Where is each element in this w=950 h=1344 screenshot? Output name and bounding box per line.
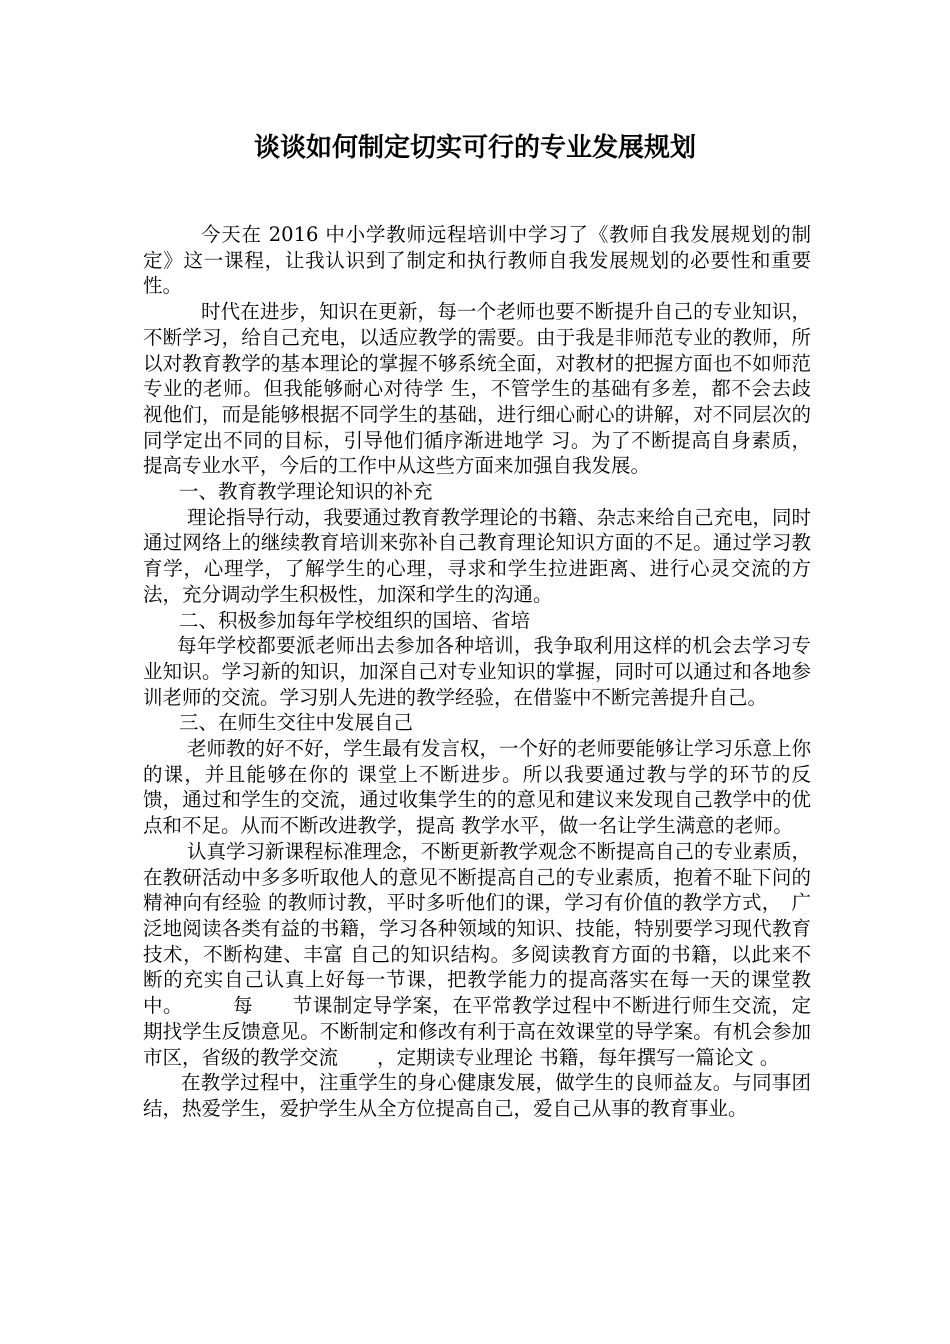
- document-title: 谈谈如何制定切实可行的专业发展规划: [253, 133, 696, 163]
- paragraph-conclusion: 在教学过程中，注重学生的身心健康发展，做学生的良师益友。与同事团结，热爱学生，爱护学生从全方位提高自己，爱自己从事的教育事业。: [143, 1071, 811, 1120]
- paragraph-intro: 今天在 2016 中小学教师远程培训中学习了《教师自我发展规划的制定》这一课程，让我认识到了制定和执行教师自我发展规划的必要性和重要性。: [143, 223, 811, 298]
- paragraph-curriculum: 认真学习新课程标准理念，不断更新教学观念不断提高自己的专业素质，在教研活动中多多听取他人的意见不断提高自己的专业素质，抱着不耻下问的精神向有经验 的教师讨教，平时多听他们的课，学习有价值的教学方式， 广泛地阅读各类有益的书籍，学习各种领域的知识、技能，特别要学习现代教育技术，不断构建、丰富 自己的知识结构。多阅读教育方面的书籍，以此来不断的充实自己认真上好每一节课，把教学能力的提高落实在每一天的课堂教中。 每 节课制定导学案，在平常教学过程中不断进行师生交流，定期找学生反馈意见。不断制定和修改有利于高在效课堂的导学案。有机会参加市区，省级的教学交流 ，定期读专业理论 书籍，每年撰写一篇论文 。: [143, 839, 812, 1069]
- paragraph-theory: 理论指导行动，我要通过教育教学理论的书籍、杂志来给自己充电，同时通过网络上的继续教育培训来弥补自己教育理论知识方面的不足。通过学习教育学，心理学，了解学生的心理，寻求和学生拉进距离、进行心灵交流的方法，充分调动学生积极性，加深和学生的沟通。: [143, 505, 812, 606]
- section-heading-interaction: 三、在师生交往中发展自己: [179, 711, 414, 735]
- paragraph-training: 每年学校都要派老师出去参加各种培训，我争取利用这样的机会去学习专业知识。学习新的知识，加深自己对专业知识的掌握，同时可以通过和各地参训老师的交流。学习别人先进的教学经验，在借鉴中不断完善提升自己。: [143, 634, 811, 709]
- section-heading-theory: 一、教育教学理论知识的补充: [179, 480, 433, 504]
- section-heading-training: 二、积极参加每年学校组织的国培、省培: [179, 608, 531, 632]
- paragraph-background: 时代在进步，知识在更新，每一个老师也要不断提升自己的专业知识，不断学习，给自己充电，以适应教学的需要。由于我是非师范专业的教师，所以对教育教学的基本理论的掌握不够系统全面，对教材的把握方面也不如师范专业的老师。但我能够耐心对待学 生，不管学生的基础有多差，都不会去歧视他们，而是能够根据不同学生的基础，进行细心耐心的讲解，对不同层次的同学定出不同的目标，引导他们循序渐进地学 习。为了不断提高自身素质，提高专业水平，今后的工作中从这些方面来加强自我发展。: [143, 300, 811, 478]
- paragraph-interaction: 老师教的好不好，学生最有发言权，一个好的老师要能够让学习乐意上你的课，并且能够在你的 课堂上不断进步。所以我要通过教与学的环节的反馈，通过和学生的交流，通过收集学生的的意见和建议来发现自己教学中的优点和不足。从而不断改进教学，提高 教学水平，做一名让学生满意的老师。: [143, 737, 812, 838]
- document-body: [143, 222, 811, 1122]
